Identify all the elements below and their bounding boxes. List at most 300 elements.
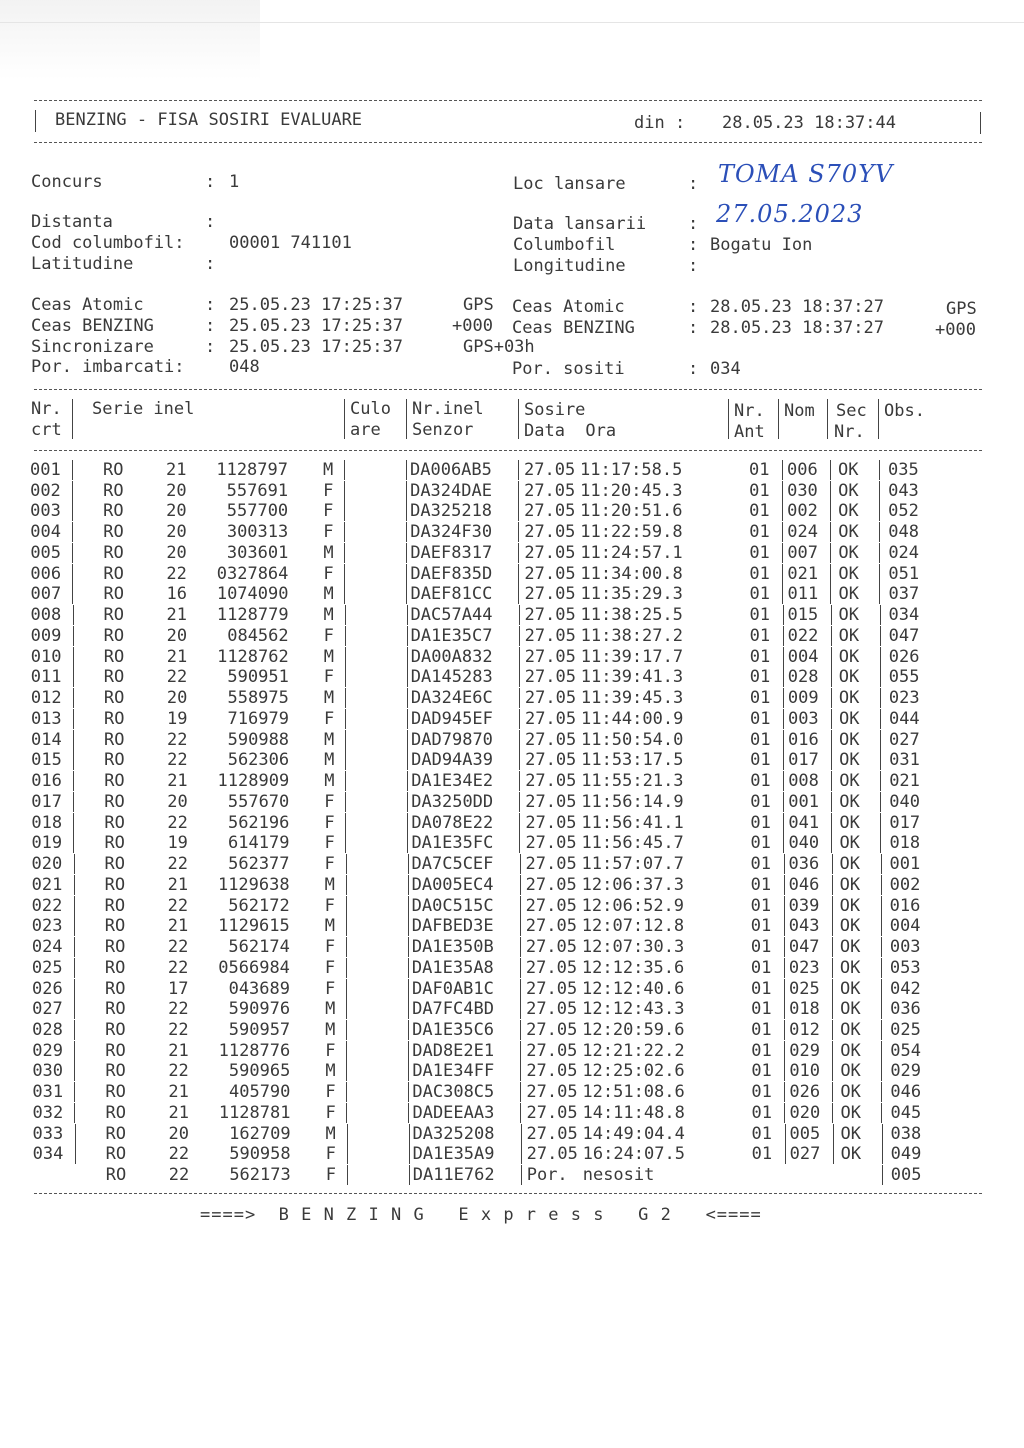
cell-senzor: DA3250DD bbox=[411, 791, 494, 812]
table-row bbox=[0, 771, 1024, 792]
row-divider bbox=[344, 564, 345, 584]
cell-crt: 016 bbox=[31, 771, 62, 792]
cell-sec: OK bbox=[839, 771, 860, 792]
row-divider bbox=[74, 1020, 75, 1040]
cell-country: RO bbox=[103, 584, 124, 605]
cell-ring: 590958 bbox=[229, 1144, 291, 1165]
table-row bbox=[0, 958, 1024, 979]
cell-date: 27.05 bbox=[524, 605, 576, 626]
cell-year: 21 bbox=[167, 916, 189, 937]
col-divider-8 bbox=[878, 399, 879, 439]
cell-obs: 054 bbox=[890, 1040, 921, 1061]
cell-crt: 013 bbox=[30, 708, 62, 729]
row-divider bbox=[832, 1082, 833, 1102]
row-divider bbox=[880, 750, 881, 770]
cell-time: 12:12:40.6 bbox=[582, 978, 685, 999]
cell-crt: 002 bbox=[30, 480, 61, 501]
table-row bbox=[0, 792, 1024, 813]
cell-obs: 046 bbox=[890, 1082, 922, 1103]
cell-sex: F bbox=[324, 812, 335, 833]
row-divider bbox=[880, 771, 881, 791]
cell-nom: 024 bbox=[787, 522, 818, 543]
row-divider bbox=[783, 647, 784, 667]
cell-ring: 557670 bbox=[227, 791, 290, 812]
cell-date: 27.05 bbox=[524, 688, 577, 709]
cell-country: RO bbox=[103, 563, 124, 584]
col-nr-inel: Nr.inel bbox=[412, 399, 484, 419]
header-left-bar bbox=[35, 110, 36, 132]
table-row bbox=[0, 1041, 1024, 1062]
cell-time: 11:55:21.3 bbox=[581, 771, 684, 792]
table-row bbox=[0, 1020, 1024, 1041]
cell-date: 27.05 bbox=[525, 874, 577, 895]
cell-date: 27.05 bbox=[526, 1144, 578, 1165]
cell-nom: 030 bbox=[787, 480, 818, 501]
table-row bbox=[0, 584, 1024, 605]
cell-nom: 043 bbox=[788, 916, 820, 937]
row-divider bbox=[783, 709, 784, 729]
cell-obs: 001 bbox=[889, 854, 921, 875]
cell-date: 27.05 bbox=[524, 584, 576, 605]
cell-date: 27.05 bbox=[526, 1123, 578, 1144]
row-divider bbox=[785, 1144, 786, 1164]
cell-ant: 01 bbox=[751, 1040, 772, 1061]
cell-nom: 011 bbox=[787, 584, 819, 605]
cell-obs: 029 bbox=[890, 1061, 922, 1082]
row-divider bbox=[409, 1124, 410, 1144]
col-nr-ant-1: Nr. bbox=[734, 401, 765, 421]
row-divider bbox=[831, 647, 832, 667]
cell-ant: 01 bbox=[750, 916, 772, 937]
row-divider bbox=[346, 1103, 347, 1123]
cell-year: 22 bbox=[168, 1144, 190, 1165]
cell-nom: 021 bbox=[787, 563, 819, 584]
cell-senzor: DA005EC4 bbox=[411, 874, 494, 895]
row-divider bbox=[406, 501, 407, 521]
row-divider bbox=[831, 750, 832, 770]
row-divider bbox=[519, 813, 520, 833]
cell-sec: OK bbox=[840, 1123, 862, 1144]
cell-year: 22 bbox=[168, 1019, 189, 1040]
cell-sec: OK bbox=[839, 937, 861, 958]
latitudine-colon: : bbox=[205, 254, 216, 274]
cell-sec: OK bbox=[838, 542, 859, 563]
cell-sec: OK bbox=[838, 584, 859, 605]
row-divider bbox=[409, 1144, 410, 1164]
row-divider bbox=[406, 522, 407, 542]
row-divider bbox=[784, 875, 785, 895]
row-divider bbox=[831, 792, 832, 812]
cell-year: 22 bbox=[167, 937, 189, 958]
cell-nom: 016 bbox=[788, 729, 819, 750]
cell-crt: 011 bbox=[30, 667, 62, 688]
longitudine-colon: : bbox=[688, 256, 699, 276]
col-data-ora: Data Ora bbox=[524, 421, 617, 441]
cell-senzor: DAEF8317 bbox=[410, 542, 493, 563]
cell-date: 27.05 bbox=[525, 833, 577, 854]
row-divider bbox=[521, 1144, 522, 1164]
row-divider bbox=[882, 1165, 883, 1185]
row-divider bbox=[783, 792, 784, 812]
row-divider bbox=[784, 896, 785, 916]
cell-date: 27.05 bbox=[524, 542, 576, 563]
cell-date: 27.05 bbox=[524, 522, 576, 543]
cell-ring: 1128797 bbox=[216, 460, 288, 480]
cell-senzor: DA006AB5 bbox=[410, 460, 492, 480]
cell-sec: OK bbox=[839, 916, 861, 937]
cell-senzor: DA7FC4BD bbox=[412, 999, 494, 1020]
sincronizare-value: 25.05.23 17:25:37 bbox=[229, 337, 403, 357]
cell-sex: F bbox=[324, 937, 336, 958]
row-divider bbox=[408, 875, 409, 895]
row-divider bbox=[344, 481, 345, 501]
table-row bbox=[0, 1082, 1024, 1103]
cell-nom: 029 bbox=[789, 1040, 820, 1061]
row-divider bbox=[407, 813, 408, 833]
row-divider bbox=[409, 1165, 410, 1185]
row-divider bbox=[345, 771, 346, 791]
cell-year: 20 bbox=[167, 791, 188, 812]
table-row bbox=[0, 1124, 1024, 1145]
row-divider bbox=[832, 1103, 833, 1123]
row-divider bbox=[783, 813, 784, 833]
table-row bbox=[0, 667, 1024, 688]
cell-country: RO bbox=[105, 1061, 126, 1082]
cell-time: 11:39:45.3 bbox=[580, 688, 684, 709]
row-divider bbox=[520, 896, 521, 916]
cell-ring: 562173 bbox=[229, 1165, 291, 1186]
row-divider bbox=[881, 1103, 882, 1123]
cell-nom: 008 bbox=[788, 771, 819, 792]
row-divider bbox=[346, 875, 347, 895]
cell-sec: OK bbox=[840, 1102, 861, 1123]
row-divider bbox=[346, 896, 347, 916]
header-bottom-rule bbox=[34, 142, 982, 143]
cell-obs: 035 bbox=[888, 460, 919, 480]
row-divider bbox=[408, 1082, 409, 1102]
cell-sex: F bbox=[323, 625, 334, 646]
cell-senzor: DA325218 bbox=[410, 501, 493, 522]
cell-year: 20 bbox=[166, 688, 188, 709]
row-divider bbox=[881, 999, 882, 1019]
cell-nom: 022 bbox=[787, 625, 819, 646]
row-divider bbox=[345, 626, 346, 646]
row-divider bbox=[880, 813, 881, 833]
row-divider bbox=[520, 1020, 521, 1040]
cell-ring: 590976 bbox=[228, 999, 291, 1020]
cell-crt: 001 bbox=[30, 460, 61, 480]
row-divider bbox=[518, 501, 519, 521]
row-divider bbox=[783, 605, 784, 625]
row-divider bbox=[408, 1041, 409, 1061]
data-lansarii-label: Data lansarii bbox=[513, 214, 647, 234]
row-divider bbox=[72, 584, 73, 604]
row-divider bbox=[784, 1103, 785, 1123]
row-divider bbox=[407, 667, 408, 687]
cell-date: 27.05 bbox=[524, 480, 576, 501]
cell-date: 27.05 bbox=[525, 895, 577, 916]
ceas-atomic-right-src: GPS bbox=[946, 299, 977, 319]
cell-senzor: DA0C515C bbox=[411, 895, 494, 916]
row-divider bbox=[831, 667, 832, 687]
cell-crt: 027 bbox=[32, 999, 63, 1020]
col-crt: crt bbox=[31, 420, 62, 440]
cell-year: 17 bbox=[168, 978, 189, 999]
cell-ant: 01 bbox=[750, 937, 772, 958]
cell-senzor: DA7C5CEF bbox=[411, 854, 494, 875]
cell-crt: 023 bbox=[31, 916, 63, 937]
cell-sex: F bbox=[325, 978, 336, 999]
col-culoare-1: Culo bbox=[350, 399, 391, 419]
cell-year: 22 bbox=[167, 729, 188, 750]
cell-date: 27.05 bbox=[524, 646, 576, 667]
cell-obs: 003 bbox=[889, 937, 921, 958]
cell-crt: 019 bbox=[31, 833, 63, 854]
cell-senzor: DA1E35C7 bbox=[410, 625, 493, 646]
cell-sec: OK bbox=[839, 729, 860, 750]
row-divider bbox=[74, 1082, 75, 1102]
cell-sex: M bbox=[324, 729, 335, 750]
table-row bbox=[0, 875, 1024, 896]
row-divider bbox=[345, 730, 346, 750]
row-divider bbox=[830, 522, 831, 542]
cell-crt: 010 bbox=[30, 646, 62, 667]
cell-crt: 018 bbox=[31, 812, 63, 833]
cell-year: 22 bbox=[167, 895, 189, 916]
cell-time: 11:38:25.5 bbox=[580, 605, 683, 626]
cell-senzor: DAF0AB1C bbox=[412, 978, 494, 999]
cell-obs: 021 bbox=[889, 771, 920, 792]
cell-nom: 039 bbox=[788, 895, 820, 916]
cell-sec: OK bbox=[839, 854, 860, 875]
row-divider bbox=[881, 937, 882, 957]
cell-date: 27.05 bbox=[524, 501, 576, 522]
cell-date: 27.05 bbox=[525, 729, 577, 750]
row-divider bbox=[782, 460, 783, 480]
row-divider bbox=[784, 937, 785, 957]
cell-senzor: DA1E350B bbox=[411, 937, 494, 958]
cell-sec: OK bbox=[840, 999, 861, 1020]
cell-time: 14:11:48.8 bbox=[582, 1102, 685, 1123]
cell-ring: 590951 bbox=[227, 667, 289, 688]
row-divider bbox=[831, 771, 832, 791]
table-row bbox=[0, 730, 1024, 751]
cell-senzor: DA145283 bbox=[410, 667, 493, 688]
col-nr: Nr. bbox=[31, 399, 62, 419]
cell-year: 20 bbox=[166, 501, 187, 522]
row-divider bbox=[831, 605, 832, 625]
row-divider bbox=[73, 833, 74, 853]
cell-ant: 01 bbox=[751, 1102, 772, 1123]
cell-year: 22 bbox=[167, 812, 188, 833]
cell-senzor: DAD8E2E1 bbox=[412, 1040, 495, 1061]
cell-time: 11:57:07.7 bbox=[581, 854, 684, 875]
cell-year: 20 bbox=[166, 522, 187, 543]
row-divider bbox=[782, 543, 783, 563]
cell-time: 11:53:17.5 bbox=[581, 750, 684, 771]
cell-ring: 405790 bbox=[228, 1082, 291, 1103]
cell-ant: 01 bbox=[750, 729, 771, 750]
row-divider bbox=[73, 771, 74, 791]
row-divider bbox=[833, 1124, 834, 1144]
row-divider bbox=[73, 667, 74, 687]
row-divider bbox=[881, 896, 882, 916]
cell-year: 21 bbox=[168, 1102, 189, 1123]
cod-columbofil-value: 00001 741101 bbox=[229, 233, 352, 253]
cell-senzor: DA1E35C6 bbox=[412, 1019, 495, 1040]
cell-senzor: DA078E22 bbox=[411, 812, 494, 833]
ceas-atomic-left-value: 25.05.23 17:25:37 bbox=[229, 295, 403, 315]
columbofil-label: Columbofil bbox=[513, 235, 616, 255]
cell-ant: 01 bbox=[749, 646, 771, 667]
row-divider bbox=[407, 771, 408, 791]
table-row bbox=[0, 896, 1024, 917]
cell-date: 27.05 bbox=[526, 1040, 578, 1061]
cell-crt: 020 bbox=[31, 854, 63, 875]
cell-time: 11:22:59.8 bbox=[580, 522, 683, 543]
cell-crt: 032 bbox=[32, 1102, 64, 1123]
cell-ring: 0327864 bbox=[216, 563, 289, 584]
cell-time: 11:44:00.9 bbox=[580, 708, 684, 729]
row-divider bbox=[782, 501, 783, 521]
table-row bbox=[0, 1165, 1024, 1186]
cell-country: RO bbox=[105, 999, 126, 1020]
cell-ant: 01 bbox=[750, 854, 771, 875]
row-divider bbox=[518, 481, 519, 501]
row-divider bbox=[346, 1061, 347, 1081]
cell-time: 11:20:45.3 bbox=[580, 480, 683, 501]
cell-year: 21 bbox=[168, 1040, 189, 1061]
cell-sex: F bbox=[325, 1165, 336, 1186]
row-divider bbox=[74, 937, 75, 957]
cell-ant: 01 bbox=[749, 584, 770, 605]
row-divider bbox=[407, 833, 408, 853]
row-divider bbox=[75, 1144, 76, 1164]
row-divider bbox=[832, 854, 833, 874]
scan-smudge bbox=[0, 0, 260, 80]
cell-obs: 043 bbox=[888, 480, 919, 501]
cell-sec: OK bbox=[839, 833, 860, 854]
row-divider bbox=[346, 854, 347, 874]
row-divider bbox=[832, 1041, 833, 1061]
cell-obs: 042 bbox=[890, 978, 921, 999]
cell-sec: OK bbox=[840, 1082, 861, 1103]
cell-time: 12:12:43.3 bbox=[582, 999, 685, 1020]
row-divider bbox=[347, 1124, 348, 1144]
row-divider bbox=[73, 626, 74, 646]
latitudine-label: Latitudine bbox=[31, 254, 134, 274]
cell-ring: 562306 bbox=[227, 750, 290, 771]
cell-nom: 001 bbox=[788, 791, 819, 812]
row-divider bbox=[520, 875, 521, 895]
col-divider-7 bbox=[827, 399, 828, 439]
cell-time: 11:24:57.1 bbox=[580, 542, 683, 563]
row-divider bbox=[346, 937, 347, 957]
row-divider bbox=[784, 854, 785, 874]
loc-lansare-colon: : bbox=[688, 174, 699, 194]
row-divider bbox=[407, 792, 408, 812]
row-divider bbox=[782, 584, 783, 604]
cell-country: RO bbox=[104, 771, 125, 792]
header-top-rule bbox=[34, 100, 982, 101]
row-divider bbox=[881, 1061, 882, 1081]
cell-obs: 040 bbox=[889, 791, 920, 812]
cell-nom: 018 bbox=[789, 999, 820, 1020]
cell-sec: OK bbox=[839, 957, 861, 978]
row-divider bbox=[73, 647, 74, 667]
row-divider bbox=[831, 730, 832, 750]
cell-ant: 01 bbox=[749, 460, 770, 480]
row-divider bbox=[344, 501, 345, 521]
cell-sex: M bbox=[324, 874, 335, 895]
cell-time: 12:20:59.6 bbox=[582, 1019, 685, 1040]
cell-obs: 026 bbox=[888, 646, 920, 667]
cell-time: 11:39:41.3 bbox=[580, 667, 684, 688]
cell-country: RO bbox=[103, 688, 125, 709]
cell-senzor: DAD945EF bbox=[410, 708, 493, 729]
col-divider-6 bbox=[778, 399, 779, 439]
row-divider bbox=[520, 999, 521, 1019]
cell-sec: OK bbox=[838, 708, 860, 729]
cell-sex: M bbox=[323, 605, 334, 626]
ceas-atomic-left-src: GPS bbox=[463, 295, 494, 315]
cell-sec: OK bbox=[838, 563, 859, 584]
cell-ring: 1129638 bbox=[217, 874, 290, 895]
cell-ant: 01 bbox=[750, 750, 771, 771]
row-divider bbox=[782, 481, 783, 501]
cell-date: 27.05 bbox=[525, 957, 578, 978]
cell-year: 16 bbox=[166, 584, 187, 605]
cell-nom: 004 bbox=[787, 646, 819, 667]
cell-obs: 036 bbox=[890, 999, 921, 1020]
row-divider bbox=[408, 1103, 409, 1123]
row-divider bbox=[830, 501, 831, 521]
cell-sec: OK bbox=[838, 688, 860, 709]
cell-nom: 027 bbox=[789, 1144, 821, 1165]
row-divider bbox=[73, 605, 74, 625]
cell-obs: 047 bbox=[888, 625, 920, 646]
row-divider bbox=[784, 1082, 785, 1102]
row-divider bbox=[784, 1061, 785, 1081]
cell-ring: 716979 bbox=[227, 708, 289, 729]
cell-nom: 010 bbox=[789, 1061, 821, 1082]
cell-sec: OK bbox=[840, 1144, 862, 1165]
row-divider bbox=[519, 647, 520, 667]
table-row bbox=[0, 647, 1024, 668]
row-divider bbox=[408, 916, 409, 936]
cell-sex: M bbox=[325, 999, 336, 1020]
col-divider-4 bbox=[518, 399, 519, 439]
table-row bbox=[0, 522, 1024, 543]
cell-senzor: DA1E34FF bbox=[412, 1061, 495, 1082]
cell-sex: F bbox=[323, 667, 335, 688]
row-divider bbox=[830, 543, 831, 563]
row-divider bbox=[407, 750, 408, 770]
cell-senzor: DAEF81CC bbox=[410, 584, 493, 605]
row-divider bbox=[782, 522, 783, 542]
cell-obs: 034 bbox=[888, 605, 920, 626]
row-divider bbox=[407, 647, 408, 667]
cell-country: RO bbox=[103, 625, 125, 646]
ceas-benzing-colon-left: : bbox=[205, 316, 216, 336]
row-divider bbox=[346, 999, 347, 1019]
table-row bbox=[0, 813, 1024, 834]
table-row bbox=[0, 1103, 1024, 1124]
row-divider bbox=[75, 1124, 76, 1144]
cell-sex: F bbox=[323, 522, 334, 543]
row-divider bbox=[346, 958, 347, 978]
cell-obs: 016 bbox=[889, 895, 921, 916]
